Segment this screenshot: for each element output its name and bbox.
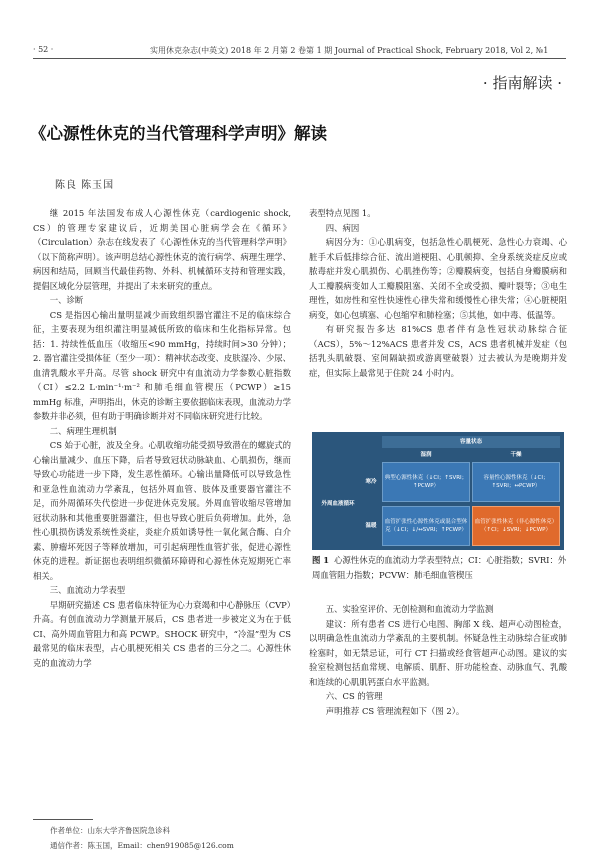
dry-header: 干燥 [510,452,522,458]
acs-paragraph: 有研究报告多达 81%CS 患者伴有急性冠状动脉综合征（ACS），5%～12%ACS 患者并发 CS，ACS 患者机械并发症（包括乳头肌破裂、室间隔缺损或游离壁破裂）过去被认为是晚期并发症，但实际上最常见于住院 24 小时内。 [309,324,567,378]
section-heading-management: 六、CS 的管理 [325,691,383,701]
authors: 陈良 陈玉国 [55,180,115,191]
section-heading-etiology: 四、病因 [325,222,360,233]
section-tag: · 指南解读 · [482,74,562,92]
author-affiliation: 作者单位：山东大学齐鲁医院急诊科 [50,826,170,835]
section-heading-lab: 五、实验室评价、无创检测和血流动力学监测 [325,604,494,614]
intro-paragraph: 继 2015 年法国发布成人心源性休克（cardiogenic shock, CS）的管理专家建议后，近期美国心脏病学会在《循环》（Circulation）杂志在线发表了《心源性休克的当代管理科学声明》（以下简称声明）。该声明总结心源性休克的流行病学、病理生理学、病因和结局，回顾当代最佳药物、外科、机械循环支持和管理实践，提倡区域化分层管理，并提出了未来研究的重点。 [33,208,291,291]
mixed-shock-cell: 血管扩张性心源性休克或混合型休克（↓CI；↓/↔SVRI；↑PCWP） [382,506,470,546]
vasodilatory-shock-cell: 血管扩张性休克（非心源性休克）（↑CI；↓SVRI；↓PCWP） [472,506,560,546]
etiology-paragraph: 病因分为：①心肌病变，包括急性心肌梗死、急性心力衰竭、心脏手术后低排综合征、流出道梗阻、心肌顿抑、全身系统炎症反应或脓毒症并发心肌损伤、心肌挫伤等；②瓣膜病变，包括自身瓣膜病和人工瓣膜病变如人工瓣膜阻塞、关闭不全或受损、瓣叶裂等；③电生理性，如房性和室性快速性心律失常和缓慢性心律失常；④心脏梗阻病变，如心包填塞、心包缩窄和肺栓塞；⑤其他，如中毒、低温等。 [309,237,567,320]
continued-text: 表型特点见图 1。 [309,208,376,218]
left-column [33,206,291,670]
peripheral-circulation-header: 外周血液循环 [321,501,355,507]
correspondence: 通信作者：陈玉国，Email：chen919085@126.com [50,841,234,850]
right-column-top [309,206,567,380]
pathophysiology-paragraph: CS 始于心脏，波及全身。心肌收缩功能受损导致潜在的螺旋式的心输出量减少、血压下降，后者导致冠状动脉缺血、心肌损伤，继而导致心功能进一步下降，发生恶性循环。心输出量降低可以导致急性和亚急性血流动力学紊乱，包括外周血管、肢体及重要器官灌注不足，而外周循环失代偿进一步促进休克发展。外周血管收缩尽管增加冠状动脉和其他重要脏器灌注，但也导致心脏后负荷增加。此外，急性心肌损伤诱发系统性炎症，炎症介质如诱导性一氧化氮合酶、白介素、肿瘤坏死因子等释放增加，可引起病理性血管扩张，促进心源性休克的进程。新证据也表明组织微循环障碍和心源性休克短期死亡率相关。 [33,440,291,581]
section-heading-pathophysiology: 二、病理生理机制 [49,425,117,436]
section-heading-hemodynamics: 三、血流动力学表型 [49,585,126,595]
figure-caption [312,553,570,582]
header-rule [33,58,566,59]
wet-header: 湿润 [420,452,432,458]
caption-text: 心源性休克的血流动力学表型特点；CI：心脏指数；SVRI：外周血管阻力指数；PCVW：肺毛细血管楔压 [312,555,567,580]
hemodynamics-paragraph: 早期研究描述 CS 患者临床特征为心力衰竭和中心静脉压（CVP）升高。有创血流动力学测量开展后，CS 患者进一步被定义为在于低 CI、高外周血管阻力和高 PCWP。SHOCK 研究中，“冷湿”型为 CS 最常见的临床表型，占心肌梗死相关 CS 患者的三分之二。心源性休克的血流动力学 [33,599,291,668]
footnote-rule [33,819,93,820]
classic-cs-cell: 典型心源性休克（↓CI；↑SVRI；↑PCWP） [382,462,470,502]
cold-header: 寒冷 [365,479,377,485]
section-heading-diagnosis: 一、诊断 [49,295,84,305]
euvolemic-cs-cell: 容量性心源性休克（↓CI；↑SVRI；↔PCWP） [472,462,560,502]
diagnosis-paragraph: CS 是指因心输出量明显减少而致组织器官灌注不足的临床综合征，主要表现为组织灌注明显减低所致的临床和生化指标异常。包括：1. 持续性低血压（收缩压<90 mmHg，持续时间>30 分钟）；2. 器官灌注受损体征（至少一项）：精神状态改变、皮肤湿冷、少尿、血清乳酸水平升高。尽管 shock 研究中有血流动力学参数心脏指数（CI）≤2.2 L·min⁻¹·m⁻² 和肺毛细血管楔压（PCWP）≥15 mmHg 标准，声明指出，休克的诊断主要依据临床表现，血流动力学参数并非必须，但有助于明确诊断并对不同临床研究进行比较。 [33,309,291,421]
figure-1-hemodynamic-phenotypes [312,432,564,550]
volume-status-header: 容量状态 [382,436,560,448]
article-title: 《心源性休克的当代管理科学声明》解读 [30,124,327,143]
figure-label: 图 1 [312,555,330,565]
right-column-bottom [309,602,567,718]
page-number: · 52 · [33,45,54,54]
lab-paragraph: 建议：所有患者 CS 进行心电图、胸部 X 线、超声心动图检查，以明确急性血流动力学紊乱的主要机制。怀疑急性主动脉综合征或肺栓塞时，如无禁忌证，可行 CT 扫描或经食管超声心动图。建议的实验室检测包括血常规、电解质、肌酐、肝功能检查、动脉血气、乳酸和连续的心肌肌钙蛋白水平监测。 [309,618,567,687]
management-paragraph: 声明推荐 CS 管理流程如下（图 2）。 [325,705,465,716]
journal-header: 实用休克杂志(中英文) 2018 年 2 月第 2 卷第 1 期 Journal of Practical Shock, February 2018, Vol 2, №1 [150,46,549,55]
warm-header: 温暖 [365,523,377,529]
